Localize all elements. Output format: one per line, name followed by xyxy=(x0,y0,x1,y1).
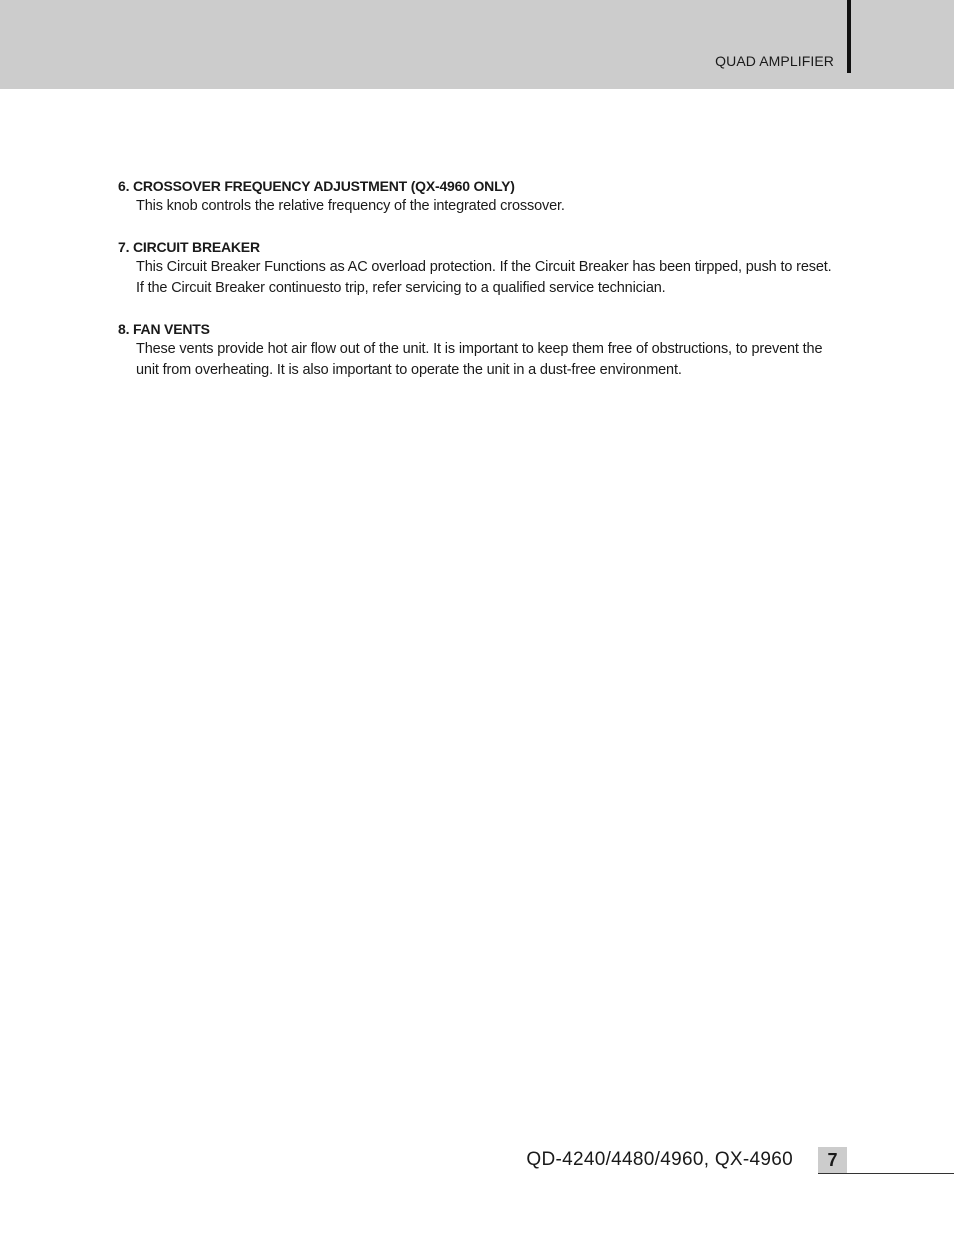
section-crossover xyxy=(118,176,878,217)
section-body xyxy=(136,339,878,381)
section-fan-vents xyxy=(118,319,878,381)
header-title: QUAD AMPLIFIER xyxy=(715,53,834,69)
section-heading: 6. CROSSOVER FREQUENCY ADJUSTMENT (QX-4960 ONLY) xyxy=(118,178,515,194)
body-line: This knob controls the relative frequency of the integrated crossover. xyxy=(136,198,565,214)
body-line: These vents provide hot air flow out of the unit. It is important to keep them free of obstructions, to prevent the xyxy=(136,341,823,357)
footer-rule xyxy=(818,1173,954,1174)
main-content xyxy=(118,176,878,401)
footer-model-name: QD-4240/4480/4960, QX-4960 xyxy=(526,1149,793,1170)
body-line: This Circuit Breaker Functions as AC overload protection. If the Circuit Breaker has been tirpped, push to reset. xyxy=(136,259,832,275)
section-body xyxy=(136,196,878,217)
body-line: unit from overheating. It is also important to operate the unit in a dust-free environment. xyxy=(136,362,682,378)
section-body xyxy=(136,257,878,299)
page-number: 7 xyxy=(818,1147,847,1173)
header-band xyxy=(0,0,954,89)
section-circuit-breaker xyxy=(118,237,878,299)
header-accent-bar xyxy=(847,0,851,73)
body-line: If the Circuit Breaker continuesto trip, refer servicing to a qualified service technician. xyxy=(136,280,666,296)
section-heading: 7. CIRCUIT BREAKER xyxy=(118,239,260,255)
section-heading: 8. FAN VENTS xyxy=(118,321,210,337)
